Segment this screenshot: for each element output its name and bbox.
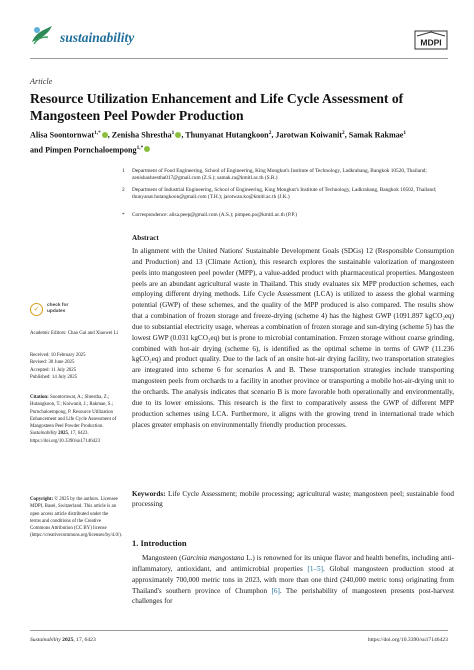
article-title: Resource Utilization Enhancement and Life Cycle Assessment of Mangosteen Peel Powder Production <box>30 91 404 123</box>
keywords-text: Life Cycle Assessment; mobile processing; agricultural waste; mangosteen peel; sustainable food processing <box>132 490 455 509</box>
footer-journal: Sustainability <box>30 637 61 643</box>
check-updates-icon: ✓ <box>30 303 43 316</box>
intro-text-part: Mangosteen ( <box>142 554 182 562</box>
footer-volume: , 17, 6423 <box>73 637 96 643</box>
received-date: Received: 10 February 2025 <box>30 353 86 358</box>
citation-year: 2025 <box>58 431 68 437</box>
correspondence-text: Correspondence: alisa.peep@gmail.com (A.S.); pimpen.po@kmitl.ac.th (P.P.) <box>132 212 297 218</box>
journal-logo[interactable] <box>30 24 134 51</box>
affiliation-number: 2 <box>122 187 125 193</box>
introduction-text <box>132 553 454 607</box>
species-name: Garcinia mangostana <box>181 554 245 562</box>
header-rule <box>30 58 448 59</box>
author-name[interactable]: Zenisha Shrestha <box>111 130 172 140</box>
affiliation-1 <box>122 168 454 183</box>
mdpi-logo[interactable] <box>414 30 448 55</box>
affiliation-text: Department of Food Engineering, School of Engineering, King Mongkut's Institute of Technology, Ladkrabang, Bangkok 10520, Thailand; zenishashrestha017@gmail.com (Z.S.); samak.ra@kmitl.ac.th (S.R.) <box>132 168 427 182</box>
intro-text-part: . The perishability of mangosteen presents post-harvest challenges for <box>132 586 454 606</box>
orcid-icon[interactable] <box>102 132 108 138</box>
abstract-heading: Abstract <box>132 234 159 242</box>
affiliation-number: 1 <box>122 168 125 174</box>
published-date: Published: 14 July 2025 <box>30 374 78 380</box>
citation-journal: Sustainability <box>30 431 57 437</box>
check-updates-line: updates <box>47 309 66 314</box>
author-list: Alisa Soontornwat$^{1,*}$ , Zenisha Shrestha$^1$ , Thunyanat Hutangkoon$^2$, Jarotwan Koiwanit$^2$, Samak Rakmae$^1$ and Pimpen Pornchaloempong$^{1,*}$ <box>30 130 407 155</box>
check-updates-label <box>47 303 68 315</box>
author-sup: 1 <box>403 130 407 136</box>
footer-year: 2025 <box>62 637 74 643</box>
citation-link[interactable]: [6] <box>271 586 280 595</box>
footer-rule <box>30 630 448 631</box>
author-sup: 2 <box>268 130 272 136</box>
dates-block <box>30 352 118 381</box>
revised-date: Revised: 30 June 2025 <box>30 360 75 366</box>
author-sup: 1 <box>171 130 175 136</box>
orcid-icon[interactable] <box>144 146 150 152</box>
author-sup: 2 <box>342 130 345 136</box>
author-name[interactable]: Jarotwan Koiwanit <box>275 130 343 140</box>
author-name[interactable]: Alisa Soontornwat <box>30 130 95 140</box>
affiliation-2 <box>122 187 454 202</box>
author-sup: 1,* <box>94 130 101 136</box>
author-name[interactable]: Samak Rakmae <box>348 130 404 140</box>
check-for-updates-button[interactable] <box>30 298 80 320</box>
citation-link[interactable]: [1–5] <box>307 564 323 573</box>
copyright-label: Copyright: <box>30 497 54 502</box>
citation-volume-doi[interactable]: , 17, 6423. https://doi.org/10.3390/su17146423 <box>30 431 101 444</box>
orcid-icon[interactable] <box>175 132 181 138</box>
keywords <box>132 489 454 510</box>
author-name[interactable]: Thunyanat Hutangkoon <box>185 130 269 140</box>
author-sup: 1,* <box>136 144 144 151</box>
correspondence <box>122 212 454 219</box>
section-heading-introduction: 1. Introduction <box>132 538 187 548</box>
footer-doi-link[interactable]: https://doi.org/10.3390/su17146423 <box>367 637 448 643</box>
journal-name: sustainability <box>60 29 135 45</box>
intro-text-part: . Global mangosteen production stood at approximately 700,000 metric tons in 2023, with more than one third (240,000 metric tons) originating from Thailand's southern province of Chumphon <box>132 564 454 595</box>
abstract-text: In alignment with the United Nations' Sustainable Development Goals (SDGs) 12 (Responsible Consumption and Production) and 13 (Climate Action), this research explores the sustainable valorization of mangosteen peels into mangosteen peel powder (MPP), a value-added product with pharmaceutical properties. Mangosteen peels are an abundant agricultural waste in Thailand. This study evaluates six MPP production schemes, each employing different drying methods. Life Cycle Assessment (LCA) is utilized to assess the global warming potential (GWP) of these schemes, and the quality of the MPP produced is also compared. The results show that a combination of frozen storage and freeze-drying (scheme 4) has the highest GWP (1091.897 kgCO₂eq) due to substantial electricity usage, whereas a combination of frozen storage and sun-drying (scheme 5) has the lowest GWP (0.031 kgCO₂eq) but is prone to microbial contamination. Frozen storage without coarse grinding, combined with hot-air drying (scheme 6), is identified as the optimal scheme in terms of GWP (11.236 kgCO₂eq) and product quality. Due to the lack of an onsite hot-air drying facility, two transportation strategies are integrated into scheme 6 for scenarios A and B. These transportation strategies include transporting mangosteen peels from orchards to a facility in another province or transporting a mobile hot-air-drying unit to the orchards. The analysis indicates that scenario B is more favorable both operationally and environmentally, due to its lower emissions. This research is the first to comparatively assess the GWP of different MPP production schemes using LCA. Furthermore, it aligns with the growing trend in international trade which places greater emphasis on environmentally friendly production processes. <box>132 247 454 429</box>
author-name[interactable]: Pimpen Pornchaloempong <box>45 145 137 155</box>
citation-label: Citation: <box>30 395 49 400</box>
citation-text: Soontornwat, A.; Shrestha, Z.; Hutangkoon, T.; Koiwanit, J.; Rakmae, S.; Pornchaloempong, P. Resource Utilization Enhancement and Life Cycle Assessment of Mangosteen Peel Powder Production. <box>30 395 117 430</box>
leaf-logo-icon <box>30 24 54 51</box>
affiliation-text: Department of Industrial Engineering, School of Engineering, King Mongkut's Institute of Technology, Ladkrabang, Bangkok 10502, Thailand; thunyanat.hutangkoon@gmail.com (T.H.); jarotwan.ko@kmitl.ac.th (J.K.) <box>132 187 437 201</box>
footer-citation <box>30 637 96 643</box>
check-updates-line: check for <box>47 303 69 309</box>
keywords-label: Keywords: <box>132 490 166 498</box>
copyright-block <box>30 496 123 540</box>
intro-text-part: L.) is renowned for its unique flavor and health benefits, including anti-inflammatory, antioxidant, and antimicrobial properties <box>132 554 454 573</box>
copyright-text: © 2025 by the authors. Licensee MDPI, Basel, Switzerland. This article is an open access article distributed under the terms and conditions of the Creative Commons Attribution (CC BY) license (https://creativecommons.org/licenses/by/4.0/). <box>30 497 123 539</box>
author-and: and <box>30 145 44 155</box>
article-type: Article <box>30 77 53 86</box>
academic-editors: Academic Editors: Chao Gai and Xiaowei Li <box>30 331 119 336</box>
accepted-date: Accepted: 11 July 2025 <box>30 367 77 373</box>
publisher-name: MDPI <box>420 37 442 48</box>
citation-block <box>30 394 118 445</box>
affiliation-number: * <box>122 212 125 218</box>
